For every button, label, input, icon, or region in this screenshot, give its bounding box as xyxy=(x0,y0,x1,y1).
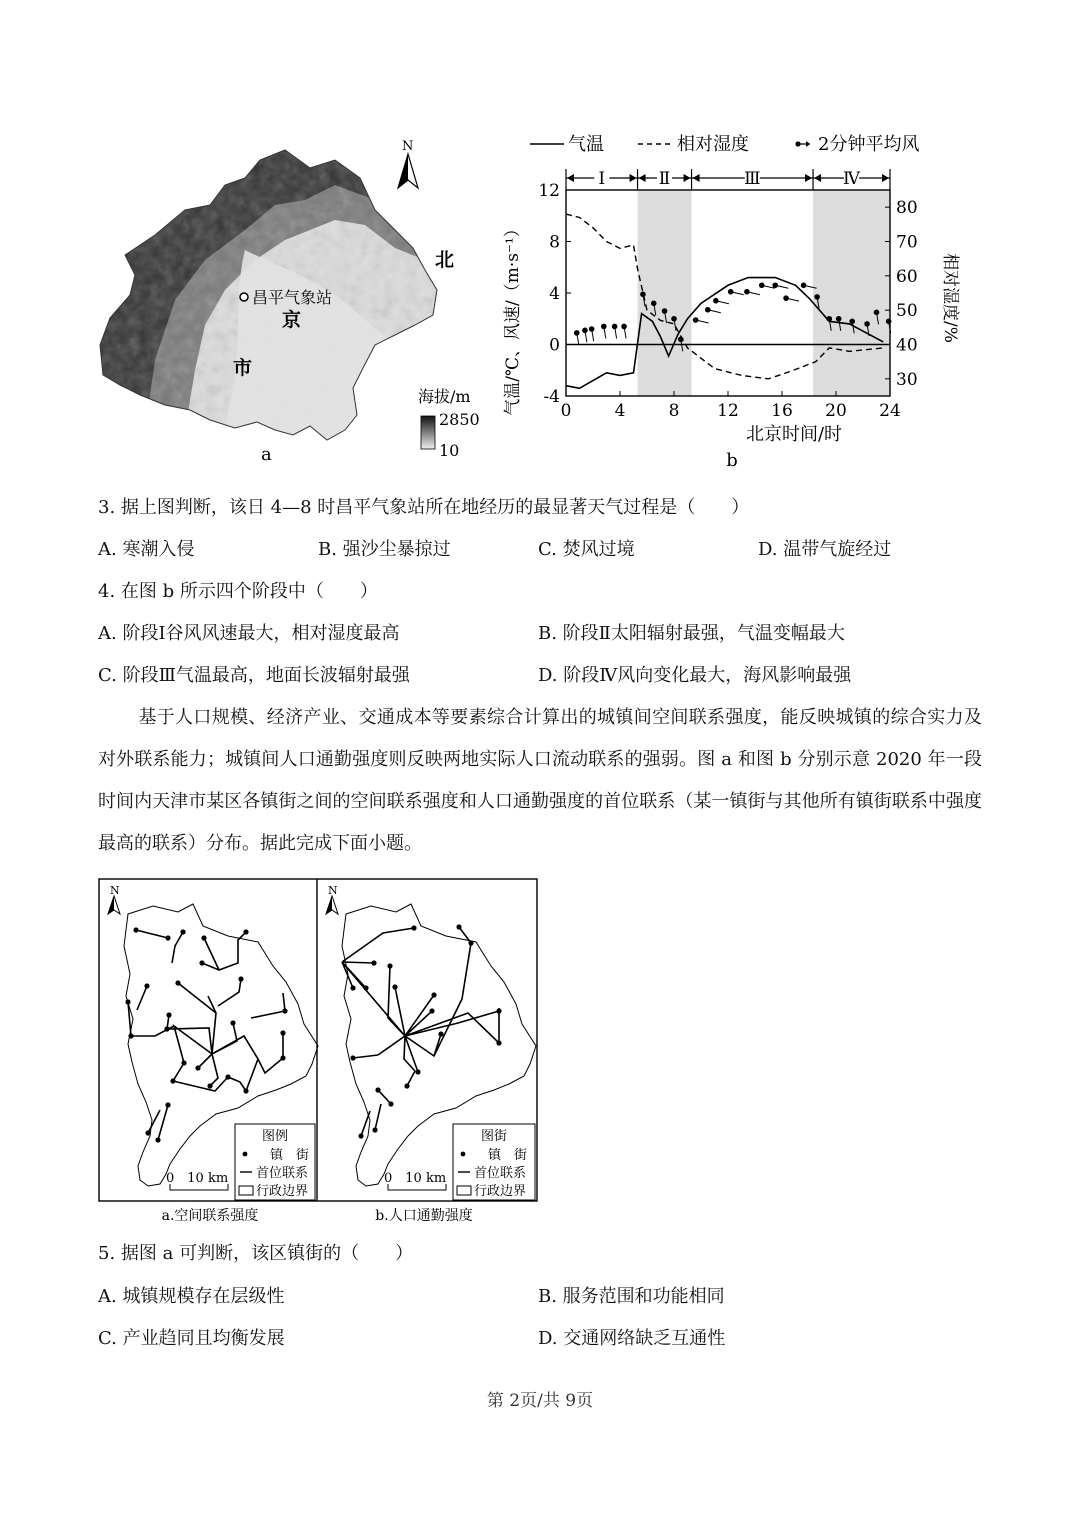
wind-point-9 xyxy=(662,308,668,314)
wind-point-25 xyxy=(864,321,870,327)
legend-a xyxy=(235,1124,315,1200)
y-left-tick-label-12: 12 xyxy=(538,181,560,201)
north-arrow-icon xyxy=(398,139,418,188)
svg-text:镇 街: 镇 街 xyxy=(488,1148,528,1163)
wind-point-3 xyxy=(589,326,595,332)
stage-label-4: Ⅳ xyxy=(843,169,861,189)
wind-point-7 xyxy=(640,291,646,297)
label-jing: 京 xyxy=(282,309,302,331)
stage-label-2: Ⅱ xyxy=(658,169,671,189)
svg-text:N: N xyxy=(110,884,120,897)
legend-wind-label: 2分钟平均风 xyxy=(818,134,920,155)
y-right-tick-label-30: 30 xyxy=(896,369,918,390)
y-left-tick-label--4: -4 xyxy=(543,387,560,407)
y-right-tick-label-70: 70 xyxy=(896,232,918,253)
q4-option-b[interactable]: B. 阶段Ⅱ太阳辐射最强，气温变幅最大 xyxy=(538,623,845,644)
wind-point-14 xyxy=(713,298,719,304)
y-right-tick-label-80: 80 xyxy=(896,198,918,219)
svg-text:0 10 km: 0 10 km xyxy=(166,1171,229,1186)
x-tick-label-16: 16 xyxy=(771,401,793,421)
svg-text:图街: 图街 xyxy=(480,1129,508,1144)
wind-point-8 xyxy=(651,301,657,307)
q4-option-c[interactable]: C. 阶段Ⅲ气温最高，地面长波辐射最强 xyxy=(98,665,410,686)
y-axis-right-label: 相对湿度/% xyxy=(940,253,960,343)
legend-humidity-label: 相对湿度 xyxy=(677,134,749,155)
legend-temp-label: 气温 xyxy=(568,134,604,155)
q3-option-c[interactable]: C. 焚风过境 xyxy=(538,539,635,560)
passage: 基于人口规模、经济产业、交通成本等要素综合计算出的城镇间空间联系强度，能反映城镇的综合实力及对外联系能力；城镇间人口通勤强度则反映两地实际人口流动联系的强弱。图 a 和图 b 分别示意 2020 年一段时间内天津市某区各镇街之间的空间联系强度和人口通勤强度的首位联系（某一镇街与其他所有镇街联系中强度最高的联系）分布。据此完成下面小题。 xyxy=(98,707,982,854)
wind-point-12 xyxy=(693,317,699,323)
wind-point-13 xyxy=(705,307,711,313)
y-left-tick-label-0: 0 xyxy=(549,335,560,356)
label-shi: 市 xyxy=(233,357,253,379)
svg-text:首位联系: 首位联系 xyxy=(474,1166,527,1181)
fig1b-caption: b xyxy=(726,450,738,471)
x-tick-label-4: 4 xyxy=(614,401,626,421)
elevation-max: 2850 xyxy=(439,410,480,429)
legend-wind-arrow-icon xyxy=(806,141,810,147)
svg-text:首位联系: 首位联系 xyxy=(256,1166,309,1181)
elevation-gradient-bar xyxy=(421,416,435,449)
x-tick-label-0: 0 xyxy=(560,401,572,421)
station-label: 昌平气象站 xyxy=(252,288,333,307)
y-left-tick-label-4: 4 xyxy=(549,284,560,304)
y-right-tick-label-50: 50 xyxy=(896,301,918,322)
elevation-title: 海拔/m xyxy=(418,387,471,406)
wind-point-24 xyxy=(849,319,855,325)
stage-shade-4 xyxy=(813,190,890,396)
x-tick-label-20: 20 xyxy=(825,401,847,421)
station-marker xyxy=(240,293,248,301)
q5-stem: 5. 据图 a 可判断，该区镇街的（ ） xyxy=(98,1243,414,1264)
wind-point-15 xyxy=(728,289,734,295)
stage-arrow-left-1 xyxy=(567,174,574,182)
beijing-relief-map xyxy=(95,130,495,470)
q5-option-a[interactable]: A. 城镇规模存在层级性 xyxy=(98,1286,285,1307)
wind-point-5 xyxy=(612,324,618,330)
q4-stem: 4. 在图 b 所示四个阶段中（ ） xyxy=(98,581,378,602)
svg-text:N: N xyxy=(402,139,414,154)
legend-wind-dot xyxy=(795,141,800,146)
svg-text:行政边界: 行政边界 xyxy=(474,1184,527,1199)
q3-option-d[interactable]: D. 温带气旋经过 xyxy=(758,539,892,560)
svg-text:行政边界: 行政边界 xyxy=(256,1184,309,1199)
fig2a-caption: a.空间联系强度 xyxy=(161,1208,259,1224)
stage-arrow-right-4 xyxy=(882,174,889,182)
label-bei: 北 xyxy=(435,249,455,271)
stage-arrow-left-4 xyxy=(814,174,821,182)
chart-legend xyxy=(530,134,919,155)
x-axis-label: 北京时间/时 xyxy=(745,424,843,445)
y-axis-left-label: 气温/℃、风速/（m·s⁻¹） xyxy=(503,220,523,416)
elevation-min: 10 xyxy=(439,441,460,460)
q3-option-b[interactable]: B. 强沙尘暴掠过 xyxy=(318,539,451,560)
fig1a-caption: a xyxy=(261,444,272,465)
x-tick-label-24: 24 xyxy=(879,401,901,421)
wind-point-10 xyxy=(671,316,677,322)
stage-arrow-left-2 xyxy=(639,174,646,182)
stage-arrow-right-3 xyxy=(805,174,812,182)
page-footer: 第 2页/共 9页 xyxy=(486,1391,594,1411)
wind-point-2 xyxy=(582,328,588,334)
wind-point-26 xyxy=(874,310,880,316)
q3-option-a[interactable]: A. 寒潮入侵 xyxy=(98,539,195,560)
wind-point-17 xyxy=(759,282,765,288)
weather-chart xyxy=(498,128,978,473)
stage-arrow-right-2 xyxy=(684,174,691,182)
stage-arrow-left-3 xyxy=(693,174,700,182)
q4-option-d[interactable]: D. 阶段Ⅳ风向变化最大，海风影响最强 xyxy=(538,665,852,686)
x-tick-label-8: 8 xyxy=(668,401,680,421)
q5-option-c[interactable]: C. 产业趋同且均衡发展 xyxy=(98,1328,285,1349)
stage-shade-2 xyxy=(638,190,692,396)
svg-text:0 10 km: 0 10 km xyxy=(384,1171,447,1186)
stage-label-3: Ⅲ xyxy=(744,169,761,189)
y-right-tick-label-60: 60 xyxy=(896,266,918,287)
wind-point-22 xyxy=(826,316,832,322)
wind-point-16 xyxy=(744,289,750,295)
y-right-tick-label-40: 40 xyxy=(896,335,918,356)
q5-option-d[interactable]: D. 交通网络缺乏互通性 xyxy=(538,1328,726,1349)
wind-point-21 xyxy=(814,294,820,300)
wind-point-1 xyxy=(574,330,580,336)
district-maps-figure xyxy=(98,878,540,1228)
fig2b-caption: b.人口通勤强度 xyxy=(375,1208,473,1224)
q5-option-b[interactable]: B. 服务范围和功能相同 xyxy=(538,1286,725,1307)
svg-text:图例: 图例 xyxy=(261,1129,289,1144)
wind-point-18 xyxy=(772,282,778,288)
wind-point-4 xyxy=(601,324,607,330)
stage-arrow-right-1 xyxy=(630,174,637,182)
q3-stem: 3. 据上图判断，该日 4—8 时昌平气象站所在地经历的最显著天气过程是（ ） xyxy=(98,497,750,518)
y-left-tick-label-8: 8 xyxy=(549,232,560,253)
svg-text:镇 街: 镇 街 xyxy=(270,1148,310,1163)
stage-label-1: Ⅰ xyxy=(598,169,606,189)
x-tick-label-12: 12 xyxy=(717,401,739,421)
wind-point-19 xyxy=(783,295,789,301)
wind-point-23 xyxy=(836,316,842,322)
legend-b xyxy=(453,1124,535,1200)
svg-text:N: N xyxy=(328,884,338,897)
wind-point-27 xyxy=(886,319,892,325)
wind-point-6 xyxy=(621,324,627,330)
wind-point-20 xyxy=(801,282,807,288)
q4-option-a[interactable]: A. 阶段Ⅰ谷风风速最大，相对湿度最高 xyxy=(98,623,400,644)
wind-point-11 xyxy=(678,337,684,343)
